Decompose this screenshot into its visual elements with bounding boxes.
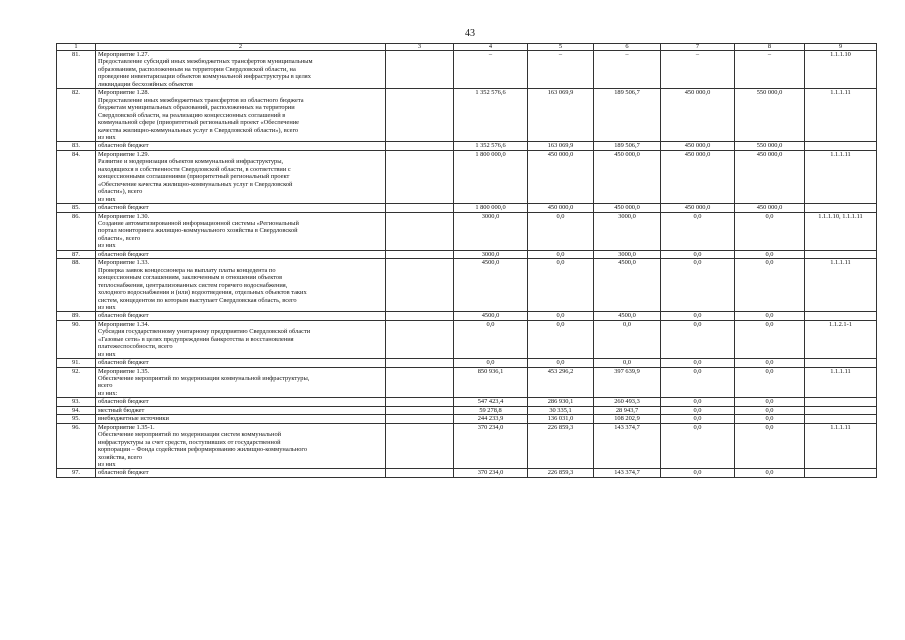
table-row — [57, 320, 877, 358]
row-year-value: 0,0 — [735, 320, 805, 358]
row-year-value: 189 506,7 — [594, 89, 661, 142]
row-total: – — [454, 51, 528, 89]
row-cell-col3 — [386, 423, 454, 469]
row-total: 850 936,1 — [454, 367, 528, 398]
row-number: 89. — [57, 312, 96, 320]
row-year-value: 0,0 — [661, 367, 735, 398]
row-description: областной бюджет — [96, 204, 386, 212]
row-target-ref — [805, 312, 877, 320]
row-year-value: 0,0 — [661, 259, 735, 312]
row-year-value: 0,0 — [528, 320, 594, 358]
column-header: 6 — [594, 44, 661, 51]
table-row — [57, 398, 877, 406]
row-cell-col3 — [386, 312, 454, 320]
row-year-value: 450 000,0 — [735, 204, 805, 212]
row-year-value: – — [594, 51, 661, 89]
row-total: 1 352 576,6 — [454, 89, 528, 142]
row-year-value: 0,0 — [661, 250, 735, 258]
row-year-value: 0,0 — [735, 423, 805, 469]
row-target-ref: 1.1.1.11 — [805, 89, 877, 142]
row-total: 370 234,0 — [454, 423, 528, 469]
row-target-ref — [805, 398, 877, 406]
row-description: областной бюджет — [96, 250, 386, 258]
table-row — [57, 250, 877, 258]
row-target-ref: 1.1.1.11 — [805, 367, 877, 398]
row-target-ref — [805, 250, 877, 258]
row-number: 95. — [57, 415, 96, 423]
row-number: 85. — [57, 204, 96, 212]
row-year-value: 143 374,7 — [594, 469, 661, 477]
row-year-value: 450 000,0 — [528, 204, 594, 212]
row-year-value: – — [528, 51, 594, 89]
row-number: 84. — [57, 150, 96, 203]
row-year-value: 28 943,7 — [594, 406, 661, 414]
row-year-value: 0,0 — [528, 359, 594, 367]
row-year-value: 0,0 — [594, 359, 661, 367]
column-header: 8 — [735, 44, 805, 51]
row-year-value: 3000,0 — [594, 250, 661, 258]
row-description: областной бюджет — [96, 469, 386, 477]
row-cell-col3 — [386, 359, 454, 367]
row-target-ref — [805, 415, 877, 423]
page-number: 43 — [465, 28, 475, 39]
row-year-value: 450 000,0 — [661, 142, 735, 150]
row-cell-col3 — [386, 150, 454, 203]
row-description: областной бюджет — [96, 312, 386, 320]
row-year-value: 0,0 — [661, 406, 735, 414]
row-total: 0,0 — [454, 359, 528, 367]
row-year-value: 450 000,0 — [661, 89, 735, 142]
row-year-value: 0,0 — [735, 312, 805, 320]
row-target-ref: 1.1.2.1-1 — [805, 320, 877, 358]
table-row — [57, 89, 877, 142]
column-header: 9 — [805, 44, 877, 51]
row-description: Мероприятие 1.35. Обеспечение мероприятий по модернизации коммунальной инфраструктуры, всего из них: — [96, 367, 386, 398]
row-year-value: 3000,0 — [594, 212, 661, 250]
table-row — [57, 359, 877, 367]
row-year-value: 4500,0 — [594, 312, 661, 320]
row-year-value: 286 930,1 — [528, 398, 594, 406]
row-number: 81. — [57, 51, 96, 89]
table-row — [57, 212, 877, 250]
row-year-value: 450 000,0 — [594, 204, 661, 212]
row-year-value: 550 000,0 — [735, 89, 805, 142]
row-year-value: 143 374,7 — [594, 423, 661, 469]
row-description: Мероприятие 1.35-1. Обеспечение мероприятий по модернизации систем коммунальной инфраструктуры за счет средств, поступивших от государственной корпорации – Фонда содействия реформированию жилищно-коммунального хозяйства, всего из них — [96, 423, 386, 469]
row-cell-col3 — [386, 212, 454, 250]
row-number: 91. — [57, 359, 96, 367]
row-year-value: 0,0 — [661, 212, 735, 250]
row-number: 92. — [57, 367, 96, 398]
row-description: областной бюджет — [96, 398, 386, 406]
row-number: 93. — [57, 398, 96, 406]
row-description: Мероприятие 1.34. Субсидия государственному унитарному предприятию Свердловской области «Газовые сети» в целях предупреждения банкротства и восстановления платежеспособности, всего из них — [96, 320, 386, 358]
row-year-value: 0,0 — [528, 212, 594, 250]
row-number: 97. — [57, 469, 96, 477]
row-year-value: 0,0 — [735, 367, 805, 398]
row-number: 86. — [57, 212, 96, 250]
row-number: 83. — [57, 142, 96, 150]
column-header: 5 — [528, 44, 594, 51]
row-year-value: 450 000,0 — [735, 150, 805, 203]
row-year-value: 30 335,1 — [528, 406, 594, 414]
row-year-value: 0,0 — [735, 469, 805, 477]
table-row — [57, 204, 877, 212]
row-year-value: 0,0 — [735, 359, 805, 367]
row-cell-col3 — [386, 142, 454, 150]
row-year-value: 0,0 — [661, 359, 735, 367]
row-year-value: 450 000,0 — [528, 150, 594, 203]
row-year-value: 450 000,0 — [661, 150, 735, 203]
row-total: 547 423,4 — [454, 398, 528, 406]
row-description: местный бюджет — [96, 406, 386, 414]
column-header: 4 — [454, 44, 528, 51]
row-number: 96. — [57, 423, 96, 469]
row-target-ref: 1.1.1.11 — [805, 259, 877, 312]
row-cell-col3 — [386, 250, 454, 258]
row-year-value: 450 000,0 — [594, 150, 661, 203]
row-total: 3000,0 — [454, 250, 528, 258]
row-description: внебюджетные источники — [96, 415, 386, 423]
row-year-value: – — [661, 51, 735, 89]
column-number-row — [57, 44, 877, 51]
table-row — [57, 406, 877, 414]
row-description: Мероприятие 1.28. Предоставление иных межбюджетных трансфертов из областного бюджета бюджетам муниципальных образований, расположенных на территории Свердловской области, на реализацию концессионных соглашений в коммунальной сфере (приоритетный региональный проект «Обеспечение качества жилищно-коммунальных услуг в Свердловской области»), всего из них — [96, 89, 386, 142]
table-row — [57, 415, 877, 423]
row-year-value: 0,0 — [735, 406, 805, 414]
row-cell-col3 — [386, 415, 454, 423]
row-target-ref — [805, 204, 877, 212]
row-description: областной бюджет — [96, 142, 386, 150]
row-description: областной бюджет — [96, 359, 386, 367]
row-target-ref: 1.1.1.10 — [805, 51, 877, 89]
table-row — [57, 142, 877, 150]
row-cell-col3 — [386, 320, 454, 358]
row-total: 59 278,8 — [454, 406, 528, 414]
row-description: Мероприятие 1.30. Создание автоматизированной информационной системы «Региональный портал мониторинга жилищно-коммунального хозяйства в Свердловской области», всего из них — [96, 212, 386, 250]
row-cell-col3 — [386, 51, 454, 89]
row-total: 1 800 000,0 — [454, 204, 528, 212]
row-year-value: 0,0 — [661, 415, 735, 423]
row-year-value: 108 202,9 — [594, 415, 661, 423]
row-year-value: 136 031,0 — [528, 415, 594, 423]
table-row — [57, 469, 877, 477]
row-total: 3000,0 — [454, 212, 528, 250]
table-row — [57, 51, 877, 89]
row-target-ref — [805, 406, 877, 414]
table-row — [57, 423, 877, 469]
row-year-value: 0,0 — [735, 259, 805, 312]
row-cell-col3 — [386, 204, 454, 212]
row-total: 4500,0 — [454, 312, 528, 320]
row-year-value: 0,0 — [661, 469, 735, 477]
row-target-ref — [805, 469, 877, 477]
row-year-value: 0,0 — [528, 250, 594, 258]
program-measures-table — [56, 43, 877, 478]
row-target-ref: 1.1.1.11 — [805, 423, 877, 469]
row-year-value: 0,0 — [661, 320, 735, 358]
row-year-value: 189 506,7 — [594, 142, 661, 150]
table-row — [57, 259, 877, 312]
row-number: 90. — [57, 320, 96, 358]
row-year-value: 450 000,0 — [661, 204, 735, 212]
row-total: 0,0 — [454, 320, 528, 358]
row-cell-col3 — [386, 367, 454, 398]
row-cell-col3 — [386, 406, 454, 414]
row-year-value: 0,0 — [661, 312, 735, 320]
row-year-value: 0,0 — [661, 398, 735, 406]
row-year-value: 0,0 — [528, 259, 594, 312]
row-year-value: 0,0 — [735, 398, 805, 406]
row-year-value: 0,0 — [735, 415, 805, 423]
column-header: 7 — [661, 44, 735, 51]
table-row — [57, 312, 877, 320]
row-target-ref: 1.1.1.10, 1.1.1.11 — [805, 212, 877, 250]
row-year-value: 163 069,9 — [528, 89, 594, 142]
row-target-ref — [805, 142, 877, 150]
row-number: 87. — [57, 250, 96, 258]
row-year-value: – — [735, 51, 805, 89]
row-description: Мероприятие 1.33. Проверка заявок концессионера на выплату платы концедента по концессионным соглашениям, заключенным в отношении объектов теплоснабжения, централизованных систем горячего водоснабжения, холодного водоснабжения и (или) водоотведения, отдельных объектов таких систем, концедентом по которым выступает Свердловская область, всего из них — [96, 259, 386, 312]
row-number: 94. — [57, 406, 96, 414]
table-row — [57, 367, 877, 398]
row-number: 82. — [57, 89, 96, 142]
row-cell-col3 — [386, 469, 454, 477]
row-total: 1 800 000,0 — [454, 150, 528, 203]
row-year-value: 453 296,2 — [528, 367, 594, 398]
column-header: 1 — [57, 44, 96, 51]
row-year-value: 0,0 — [661, 423, 735, 469]
row-year-value: 4500,0 — [594, 259, 661, 312]
row-number: 88. — [57, 259, 96, 312]
column-header: 2 — [96, 44, 386, 51]
row-year-value: 260 493,3 — [594, 398, 661, 406]
row-cell-col3 — [386, 398, 454, 406]
row-year-value: 0,0 — [735, 212, 805, 250]
row-total: 370 234,0 — [454, 469, 528, 477]
row-year-value: 0,0 — [594, 320, 661, 358]
row-year-value: 397 639,9 — [594, 367, 661, 398]
row-total: 244 233,9 — [454, 415, 528, 423]
row-description: Мероприятие 1.27. Предоставление субсидий иных межбюджетных трансфертов муниципальным образованиям, расположенным на территории Свердловской области, на проведение инвентаризации объектов коммунальной инфраструктуры в целях ликвидации бесхозяйных объектов — [96, 51, 386, 89]
column-header: 3 — [386, 44, 454, 51]
row-year-value: 226 859,3 — [528, 469, 594, 477]
row-target-ref: 1.1.1.11 — [805, 150, 877, 203]
row-year-value: 226 859,3 — [528, 423, 594, 469]
row-year-value: 0,0 — [528, 312, 594, 320]
row-total: 4500,0 — [454, 259, 528, 312]
row-cell-col3 — [386, 89, 454, 142]
row-year-value: 550 000,0 — [735, 142, 805, 150]
row-total: 1 352 576,6 — [454, 142, 528, 150]
row-year-value: 0,0 — [735, 250, 805, 258]
row-cell-col3 — [386, 259, 454, 312]
row-year-value: 163 069,9 — [528, 142, 594, 150]
table-row — [57, 150, 877, 203]
row-description: Мероприятие 1.29. Развитие и модернизация объектов коммунальной инфраструктуры, находящихся в собственности Свердловской области, в соответствии с концессионными соглашениями (приоритетный региональный проект «Обеспечение качества жилищно-коммунальных услуг в Свердловской области»), всего из них — [96, 150, 386, 203]
row-target-ref — [805, 359, 877, 367]
